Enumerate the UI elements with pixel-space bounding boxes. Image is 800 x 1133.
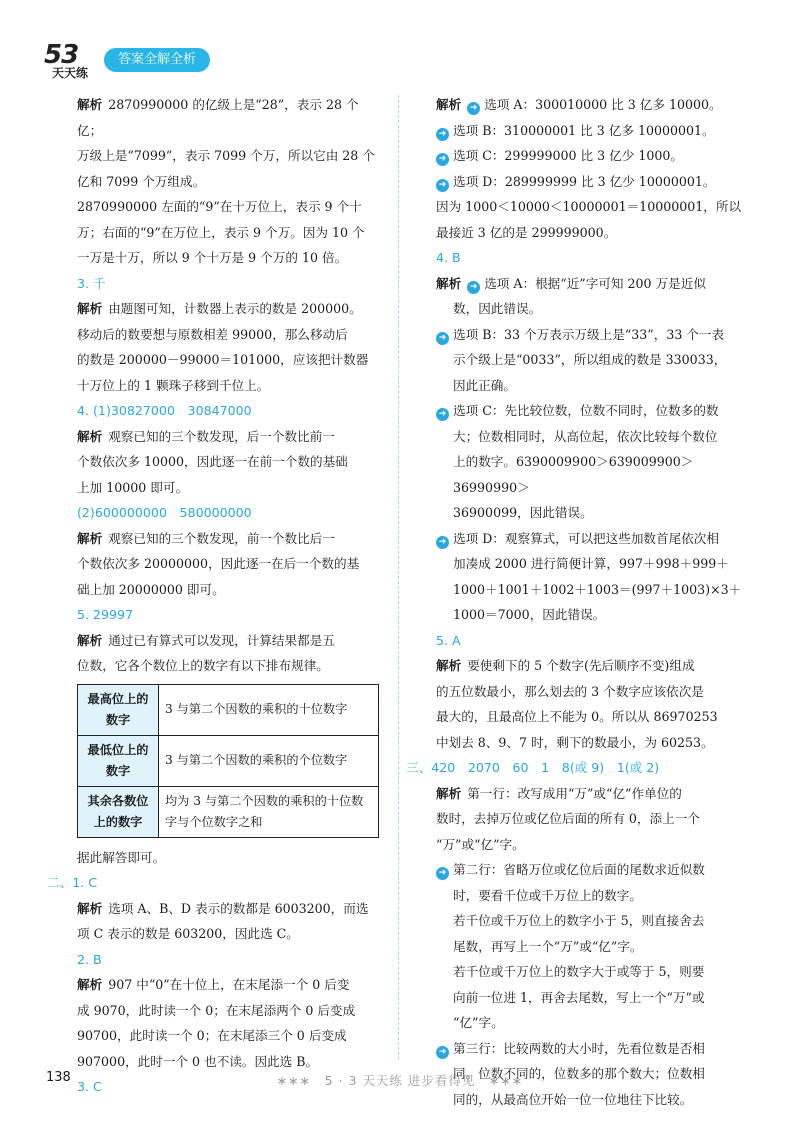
answer-2-3: 3. C xyxy=(77,1079,102,1094)
answer-3: 3. 千 xyxy=(77,275,106,291)
option-analysis: ➜ 第三行：比较两数的大小时，先看位数是否相 xyxy=(436,1036,746,1062)
arrow-icon: ➜ xyxy=(436,179,449,192)
explanation-block: 解析 2870990000 的亿级上是“28”，表示 28 个亿； 万级上是“7099”，表示 7099 个万，所以它由 28 个 亿和 7099 个万组成。 xyxy=(77,97,375,189)
option-analysis: ➜ 第二行：省略万位或亿位后面的尾数求近似数 xyxy=(436,857,746,883)
arrow-icon: ➜ xyxy=(436,128,449,141)
explanation-block: 解析 观察已知的三个数发现，前一个数比后一 个数依次多 20000000，因此逐一在后一个数的基 础上加 20000000 即可。 xyxy=(77,530,360,597)
paragraph: 2870990000 左面的“9”在十万位上，表示 9 个十 万；右面的“9”在万位上，表示 9 个万。因为 10 个 一万是十万，所以 9 个十万是 9 个万的 10 倍。 xyxy=(77,199,365,265)
answer-4-2: (2)600000000 580000000 xyxy=(77,505,252,520)
table-row xyxy=(78,735,379,786)
option-analysis: ➜ 选项 B：310000001 比 3 亿多 10000001。 xyxy=(436,118,746,144)
option-analysis: ➜ 选项 D：观察算式，可以把这些加数首尾依次相 xyxy=(436,526,746,552)
explanation-block: 解析 第一行：改写成用“万”或“亿”作单位的 数时，去掉万位或亿位后面的所有 0，添上一个 “万”或“亿”字。 xyxy=(436,785,700,852)
table-header-cell: 最高位上的数字 xyxy=(78,684,159,735)
arrow-icon: ➜ xyxy=(467,281,480,294)
table-cell: 3 与第二个因数的乘积的个位数字 xyxy=(159,735,379,786)
table-cell: 均为 3 与第二个因数的乘积的十位数字与个位数字之和 xyxy=(159,786,379,837)
arrow-icon: ➜ xyxy=(467,102,480,115)
arrow-icon: ➜ xyxy=(436,867,449,880)
arrow-icon: ➜ xyxy=(436,1046,449,1059)
option-analysis: ➜ 选项 C：先比较位数，位数不同时，位数多的数 xyxy=(436,398,746,424)
table-row xyxy=(78,684,379,735)
arrow-icon: ➜ xyxy=(436,153,449,166)
paragraph: 据此解答即可。 xyxy=(77,849,166,865)
section-label: 二、 xyxy=(47,875,73,890)
answer-4-1: 4. (1)30827000 30847000 xyxy=(77,403,252,418)
footer-slogan: ∗∗∗ 5 · 3 天天练 进步看得见 ∗∗∗ xyxy=(276,1073,524,1088)
option-analysis: ➜ 选项 B：33 个万表示万级上是“33”，33 个一表 xyxy=(436,322,746,348)
explanation-block: 解析 907 中“0”在十位上，在末尾添一个 0 后变 成 9070，此时读一个 0；在末尾添两个 0 后变成 90700，此时读一个 0；在末尾添三个 0 后变成 907000，此时一个 0 也不读。因此选 B。 xyxy=(77,977,356,1069)
section-3-answers: 三、420 2070 60 1 8(或 9) 1(或 2) xyxy=(406,760,660,775)
explanation-block: 解析 观察已知的三个数发现，后一个数比前一 个数依次多 10000，因此逐一在前一个数的基础 上加 10000 即可。 xyxy=(77,428,348,495)
paragraph: 若千位或千万位上的数字大于或等于 5，则要 向前一位进 1，再舍去尾数，写上一个“万”或 “亿”字。 xyxy=(453,964,705,1030)
option-analysis: ➜ 选项 C：299999000 比 3 亿少 1000。 xyxy=(436,143,746,169)
logo-sub: 天天练 xyxy=(52,66,89,80)
table-header-cell: 最低位上的数字 xyxy=(78,735,159,786)
answer-2-1: 二、1. C xyxy=(47,875,97,890)
page-number: 138 xyxy=(46,1070,71,1085)
explanation-block: 解析 要使剩下的 5 个数字(先后顺序不变)组成 的五位数最小，那么划去的 3 个数字应该依次是 最大的，且最高位上不能为 0。所以从 86970253 中划去 8、9、7 时，剩下的数最小，为 60253。 xyxy=(436,658,718,750)
explanation-block: 解析 选项 A、B、D 表示的数都是 6003200，而选 项 C 表示的数是 603200，因此选 C。 xyxy=(77,900,369,941)
answer-5: 5. A xyxy=(436,632,461,648)
table-header-cell: 其余各数位上的数字 xyxy=(78,786,159,837)
arrow-icon: ➜ xyxy=(436,536,449,549)
answer-2-2: 2. B xyxy=(77,951,102,967)
column-divider xyxy=(398,95,399,1060)
table-row xyxy=(78,786,379,837)
paragraph: 加凑成 2000 进行简便计算，997＋998＋999＋ 1000＋1001＋1002＋1003＝(997＋1003)×3＋ 1000＝7000，因此错误。 xyxy=(453,556,742,622)
paragraph: 数，因此错误。 xyxy=(453,301,542,316)
paragraph: 时，要看千位或千万位上的数字。 xyxy=(453,887,642,903)
digit-rule-table xyxy=(77,684,379,838)
paragraph: 示个级上是“0033”，所以组成的数是 330033， 因此正确。 xyxy=(453,352,727,393)
arrow-icon: ➜ xyxy=(436,332,449,345)
answer-4: 4. B xyxy=(436,250,461,265)
logo-main: 53 xyxy=(44,40,79,70)
right-column xyxy=(406,92,746,1112)
answer-5: 5. 29997 xyxy=(77,607,134,622)
section-header: 答案全解全析 xyxy=(104,48,210,72)
option-analysis: 解析 ➜ 选项 A：300010000 比 3 亿多 10000。 xyxy=(436,97,722,113)
explanation-block: 解析 通过已有算式可以发现，计算结果都是五 位数，它各个数位上的数字有以下排布规律。 xyxy=(77,632,335,673)
brand-logo xyxy=(44,40,108,80)
paragraph: 大；位数相同时，从高位起，依次比较每个数位 上的数字。6390009900＞639009900＞36990990＞ 36900099，因此错误。 xyxy=(453,428,718,520)
section-label: 三、 xyxy=(406,760,432,775)
paragraph: 若千位或千万位上的数字小于 5，则直接舍去 尾数，再写上一个“万”或“亿”字。 xyxy=(453,913,705,954)
option-analysis: 解析 ➜ 选项 A：根据“近”字可知 200 万是近似 xyxy=(436,275,706,292)
paragraph: 因为 1000＜10000＜10000001＝10000001，所以 最接近 3 亿的是 299999000。 xyxy=(436,199,742,240)
paragraph: 同。位数不同的，位数多的那个数大；位数相 同的，从最高位开始一位一位地往下比较。 xyxy=(453,1066,705,1107)
arrow-icon: ➜ xyxy=(436,408,449,421)
option-analysis: ➜ 选项 D：289999999 比 3 亿少 10000001。 xyxy=(436,169,746,195)
explanation-block: 解析 由题图可知，计数器上表示的数是 200000。 移动后的数要想与原数相差 99000，那么移动后 的数是 200000－99000＝101000，应该把计数器 十万位上的 1 颗珠子移到千位上。 xyxy=(77,301,369,393)
table-cell: 3 与第二个因数的乘积的十位数字 xyxy=(159,684,379,735)
